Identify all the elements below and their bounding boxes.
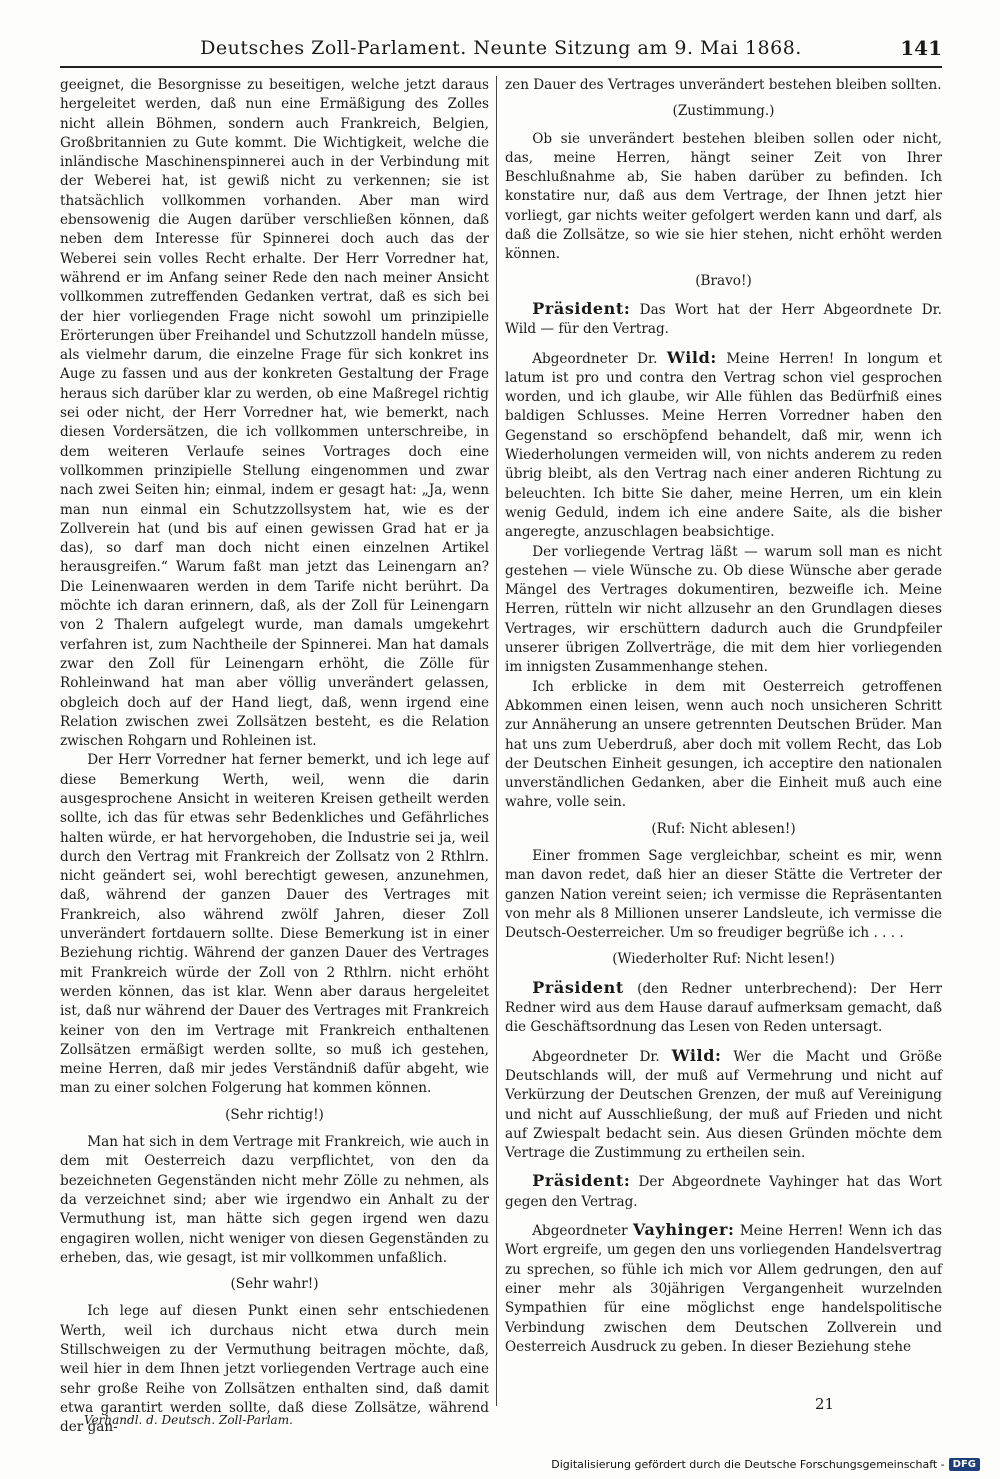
paragraph: Der vorliegende Vertrag läßt — warum soll man es nicht gestehen — viele Wünsche zu. Ob diese Wünsche aber gerade Mängel des Vertrages dokumentiren, bezweifle ich. Meine Herren, rütteln wir nicht allzusehr an den Grundlagen dieses Vertrages, wir erschüttern dadurch auch die Grundpfeiler unserer übrigen Zollverträge, die mit dem hier vorliegenden im innigsten Zusammenhange stehen.: [505, 543, 942, 676]
speaker-name: Präsident:: [532, 1171, 631, 1191]
interjection: (Ruf: Nicht ablesen!): [651, 820, 796, 837]
speech-text: Wer die Macht und Größe Deutschlands will, der muß auf Vermehrung und nicht auf Verkürzung der Deutschen Grenzen, der muß auf Vereinigung und nicht auf Ausschließung, der muß auf Frieden und nicht auf Zwiespalt bedacht sein. Aus diesen Gründen möchte dem Vertrage die Zustimmung zu ertheilen sein.: [505, 1048, 942, 1162]
interjection: (Bravo!): [695, 272, 752, 289]
dfg-logo: DFG: [949, 1458, 980, 1471]
speech-text: Das Wort hat der Herr Abgeordnete Dr. Wild — für den Vertrag.: [505, 301, 943, 338]
digitization-footer: [551, 1458, 980, 1471]
interjection: (Wiederholter Ruf: Nicht lesen!): [612, 951, 835, 968]
page-header: [60, 30, 942, 68]
speaker-name: Vayhinger:: [632, 1220, 735, 1240]
header-title: Deutsches Zoll-Parlament. Neunte Sitzung am 9. Mai 1868.: [200, 37, 802, 59]
paragraph: Ob sie unverändert bestehen bleiben sollen oder nicht, das, meine Herren, hängt seiner Zeit von Ihrer Beschlußnahme ab, Sie haben darüber zu befinden. Ich konstatire nur, daß aus dem Vertrage, der Ihnen jetzt hier vorliegt, gar nichts weiter gefolgert werden kann und darf, als daß die Zollsätze, so wie sie hier stehen, nicht erhöht werden können.: [505, 130, 942, 263]
paragraph: Einer frommen Sage vergleichbar, scheint es mir, wenn man davon redet, daß hier an dieser Stätte die Vertreter der ganzen Nation vereint seien; ich vermisse die Repräsentanten von mehr als 8 Millionen unserer Landsleute, ich vermisse die Deutsch-Oesterreicher. Um so freudiger begrüße ich . . . .: [505, 847, 942, 942]
page-number: 141: [900, 36, 942, 60]
paragraph: Man hat sich in dem Vertrage mit Frankreich, wie auch in dem mit Oesterreich dazu verpflichtet, von den da bezeichneten Gegenständen nicht mehr Zölle zu nehmen, als da verzeichnet sind; aber wie irgendwo ein Anhalt zu der Vermuthung ist, man hätte sich gegen irgend wen dazu engagiren wollen, nicht weniger von diesen Gegenständen zu erheben, das, wie gesagt, ist mir vollkommen unfaßlich.: [60, 1134, 489, 1266]
interjection: (Sehr wahr!): [230, 1276, 319, 1293]
interjection: (Sehr richtig!): [225, 1106, 324, 1123]
footer-publication: Verhandl. d. Deutsch. Zoll-Parlam.: [84, 1413, 293, 1427]
speaker-title: Abgeordneter Dr.: [532, 350, 658, 367]
paragraph: zen Dauer des Vertrages unverändert bestehen bleiben sollten.: [505, 77, 942, 93]
paragraph: Ich lege auf diesen Punkt einen sehr entschiedenen Werth, weil ich durchaus nicht etwa durch mein Stillschweigen zu der Vermuthung beitragen möchte, daß, weil hier in dem Ihnen jetzt vorliegenden Vertrage auch eine sehr große Reihe von Zollsätzen enthalten sind, daß damit etwa garantirt werden sollte, daß diese Zollsätze, während der gan-: [60, 1303, 489, 1436]
paragraph: Der Herr Vorredner hat ferner bemerkt, und ich lege auf diese Bemerkung Werth, weil, wenn die darin ausgesprochene Ansicht in weiteren Kreisen getheilt werden sollte, ich das für etwas sehr Bedenkliches und Gefährliches halten würde, er hat hervorgehoben, die Industrie sei ja, weil durch den Vertrag mit Frankreich der Zollsatz von 2 Rthlrn. nicht geändert sei, wohl berechtigt gewesen, anzunehmen, daß, während der ganzen Dauer des Vertrages mit Frankreich, also während zwölf Jahren, dieser Zoll unverändert fortdauern sollte. Diese Bemerkung ist in einer Beziehung richtig. Während der ganzen Dauer des Vertrages mit Frankreich würde der Zoll von 2 Rthlrn. nicht erhöht werden können, das ist klar. Wenn aber daraus hergeleitet ist, daß nur während der Dauer des Vertrages mit Frankreich keiner von den im Vertrage mit Frankreich enthaltenen Zollsätzen ermäßigt werden sollte, so muß ich gestehen, meine Herren, daß mir jedes Verständniß dafür abgeht, wie man zu einer solchen Folgerung hat kommen können.: [60, 752, 489, 1097]
speech-text: Meine Herren! In longum et latum ist pro und contra den Vertrag schon viel gesprochen worden, und ich glaube, wir Alle fühlen das Bedürfniß eines baldigen Schlusses. Meine Herren Vorredner haben den Gegenstand so erschöpfend behandelt, daß mir, wenn ich Wiederholungen vermeiden will, von nichts anderem zu reden übrig bleibt, als den Vertrag nach einer anderen Richtung zu beleuchten. Ich bitte Sie daher, meine Herren, um ein klein wenig Geduld, indem ich eine andere Saite, als die bisher angeregte, anzuschlagen beabsichtige.: [505, 350, 943, 541]
speaker-paragraph: [505, 978, 942, 1038]
speaker-paragraph: [505, 1046, 942, 1164]
interjection: (Zustimmung.): [672, 103, 775, 120]
speaker-name: Präsident:: [532, 298, 631, 318]
speaker-paragraph: [505, 1171, 942, 1212]
left-column: [60, 76, 489, 1437]
column-divider: [496, 76, 497, 1406]
speaker-title: Abgeordneter: [532, 1223, 628, 1240]
speaker-paragraph: [505, 1220, 942, 1357]
speech-text: (den Redner unterbrechend): Der Herr Redner wird aus dem Hause darauf aufmerksam gemacht, daß die Geschäftsordnung das Lesen von Reden untersagt.: [505, 980, 942, 1036]
speaker-name: Wild:: [666, 347, 717, 367]
paragraph: Ich erblicke in dem mit Oesterreich getroffenen Abkommen einen leisen, wenn auch noch unsicheren Schritt zur Annäherung an unsere getrennten Deutschen Brüder. Man hat uns zum Ueberdruß, aber doch mit vollem Recht, das Lob der Deutschen Einheit gesungen, ich acceptire den nationalen unverständlichen Gedanken, aber die Einheit muß auch eine wahre, volle sein.: [505, 678, 942, 811]
speaker-name: Präsident: [532, 977, 624, 997]
signature-mark: 21: [815, 1395, 835, 1413]
speaker-paragraph: [505, 299, 942, 340]
speaker-name: Wild:: [671, 1045, 722, 1065]
right-column: [505, 76, 942, 1357]
speaker-title: Abgeordneter Dr.: [532, 1048, 660, 1065]
footer-text: Digitalisierung gefördert durch die Deutsche Forschungsgemeinschaft -: [551, 1458, 945, 1471]
speech-text: Der Abgeordnete Vayhinger hat das Wort gegen den Vertrag.: [505, 1174, 942, 1210]
paragraph: geeignet, die Besorgnisse zu beseitigen, welche jetzt daraus hergeleitet werden, daß nun eine Ermäßigung des Zolles nicht allein Böhmen, sondern auch Frankreich, Belgien, Großbritannien zu Gute kommt. Die Wichtigkeit, welche die inländische Maschinenspinnerei auch in der Verbindung mit der Weberei hat, ist gewiß nicht zu verkennen; sie ist thatsächlich vollkommen vorhanden. Aber man wird ebensowenig die Augen darüber verschließen können, daß neben dem Interesse für Spinnerei doch auch das der Weberei sein volles Recht erhalte. Der Herr Vorredner hat, während er im Anfang seiner Rede den nach meiner Ansicht vollkommen zutreffenden Gedanken vertrat, daß es sich bei der hier vorliegenden Frage nicht sowohl um prinzipielle Erörterungen über Freihandel und Schutzzoll handeln müsse, als vielmehr darum, die einzelne Frage für sich konkret ins Auge zu fassen und aus der konkreten Gestaltung der Frage heraus sich darüber klar zu werden, ob eine Maßregel richtig sei oder nicht, der Herr Vorredner hat, wie bemerkt, nach diesen Vordersätzen, die ich vollkommen unterschreibe, in dem weiteren Verlaufe seines Vortrages doch eine vollkommen prinzipielle Stellung eingenommen und zwar nach zwei Seiten hin; einmal, indem er gesagt hat: „Ja, wenn man nun einmal ein Schutzzollsystem hat, wie es der Zollverein hat (und bis auf einen gewissen Grad hat er ja das), so darf man doch nicht einen einzelnen Artikel herausgreifen.“ Warum faßt man jetzt das Leinengarn an? Die Leinenwaaren werden in dem Tarife nicht berührt. Da möchte ich daran erinnern, daß, als der Zoll für Leinengarn von 2 Thalern aufgelegt wurde, man damals umgekehrt verfahren ist, zum Nachtheile der Spinnerei. Man hat damals zwar den Zoll für Leinengarn erhöht, die Zölle für Rohleinwand hat man aber völlig unverändert gelassen, obgleich doch auf der Hand liegt, daß, wenn irgend eine Relation zwischen zwei Zollsätzen besteht, es die Relation zwischen Rohgarn und Rohleinen ist.: [60, 77, 489, 750]
speech-text: Meine Herren! Wenn ich das Wort ergreife, um gegen den uns vorliegenden Handelsvertrag zu sprechen, so fühle ich mich vor Allem gedrungen, den auf einer mehr als 30jährigen Vergangenheit wurzelnden Sympathien für eine möglichst enge handelspolitische Verbindung zwischen dem Deutschen Zollverein und Oesterreich Ausdruck zu geben. In dieser Beziehung stehe: [505, 1223, 942, 1355]
speaker-paragraph: [505, 348, 942, 543]
